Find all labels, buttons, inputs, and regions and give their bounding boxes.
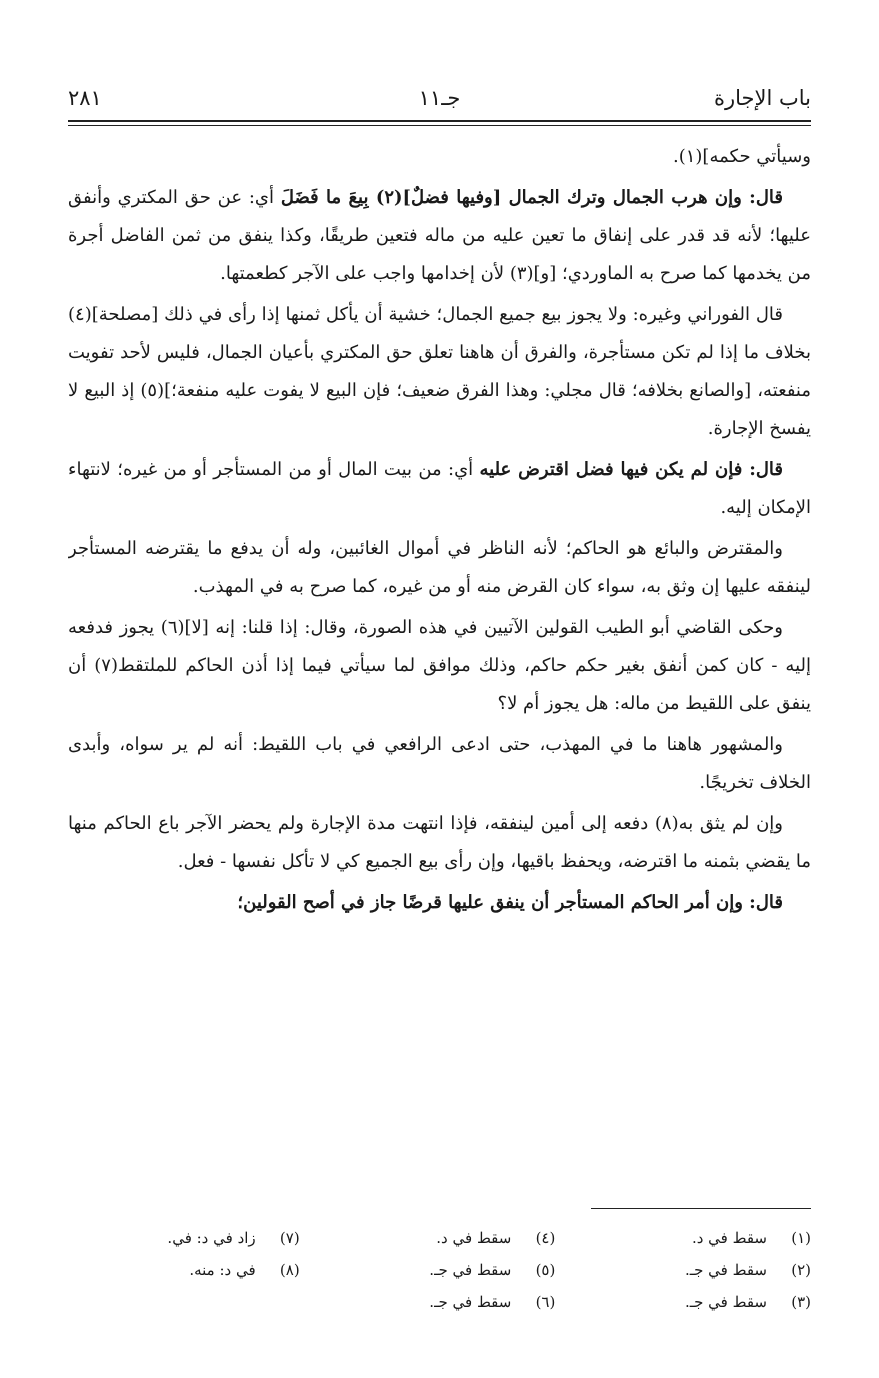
- commentary-text: أي: من بيت المال أو من المستأجر أو من غيره؛ لانتهاء الإمكان إليه.: [68, 459, 811, 518]
- paragraph: [68, 138, 811, 176]
- footnote-number: (٣): [791, 1293, 811, 1311]
- matn-text: قال: وإن أمر الحاكم المستأجر أن ينفق عليها قرضًا جاز في أصح القولين؛: [237, 892, 783, 913]
- page-header: [68, 80, 811, 124]
- commentary-text: أي: عن حق المكتري وأنفق عليها؛ لأنه قد قدر على إنفاق ما تعين عليه من ماله فتعين طريقًا، وكذا ينفق من ثمن الفاضل أجرة من يخدمها كما صرح به الماوردي؛ [و](٣) لأن إخدامها واجب على الآجر كطعمتها.: [68, 187, 811, 284]
- footnote-number: (٧): [279, 1229, 300, 1247]
- paragraph: [68, 726, 811, 802]
- footnote-text: سقط في د.: [436, 1229, 512, 1247]
- footnote-text: سقط في جـ.: [429, 1293, 512, 1311]
- section-title: باب الإجارة: [713, 86, 811, 110]
- footnote-text: في د: منه.: [189, 1261, 256, 1279]
- footnote: [324, 1222, 556, 1254]
- paragraph: [68, 805, 811, 881]
- footnote-text: سقط في جـ.: [684, 1261, 767, 1279]
- matn-text: بِيعَ ما فَضَلَ: [280, 187, 369, 208]
- footnote: [579, 1222, 811, 1254]
- footnote-number: (٦): [535, 1293, 556, 1311]
- commentary-text: قال الفوراني وغيره: ولا يجوز بيع جميع الجمال؛ خشية أن يأكل ثمنها إذا رأى في ذلك [مصلحة](٤) بخلاف ما إذا لم تكن مستأجرة، والفرق أن هاهنا تعلق حق المكتري بأعيان الجمال، فليس لأحد تفويت منفعته، [والصانع بخلافه؛ قال مجلي: وهذا الفرق ضعيف؛ فإن البيع لا يفوت عليه منفعة؛](٥) إذ البيع لا يفسخ الإجارة.: [68, 304, 811, 439]
- paragraph: [68, 179, 811, 293]
- footnote-column: [68, 1222, 300, 1322]
- footnote-number: (٢): [791, 1261, 811, 1279]
- footnote: [324, 1286, 556, 1318]
- footnotes: [68, 1222, 811, 1322]
- footnote: [324, 1254, 556, 1286]
- page-number: ٢٨١: [68, 86, 102, 110]
- footnote: [579, 1254, 811, 1286]
- commentary-text: والمشهور هاهنا ما في المهذب، حتى ادعى الرافعي في باب اللقيط: أنه لم ير سواه، وأبدى الخلاف تخريجًا.: [68, 734, 811, 793]
- paragraph: [68, 451, 811, 527]
- commentary-text: وحكى القاضي أبو الطيب القولين الآتيين في هذه الصورة، وقال: إذا قلنا: إنه [لا](٦) يجوز فدفعه إليه - كان كمن أنفق بغير حكم حاكم، وذلك موافق لما سيأتي فيما إذا أذن الحاكم للملتقط(٧) أن ينفق على اللقيط من ماله: هل يجوز أم لا؟: [68, 617, 811, 714]
- footnote-text: سقط في د.: [691, 1229, 767, 1247]
- paragraph: [68, 530, 811, 606]
- footnote-number: (١): [791, 1229, 811, 1247]
- footnote: [579, 1286, 811, 1318]
- commentary-text: وسيأتي حكمه](١).: [672, 146, 811, 167]
- footnote: [68, 1254, 300, 1286]
- footnote-column: [324, 1222, 556, 1322]
- volume-label: جـ١١: [418, 86, 461, 110]
- paragraph: [68, 296, 811, 448]
- main-text: [68, 138, 811, 1178]
- commentary-text: وإن لم يثق به(٨) دفعه إلى أمين لينفقه، فإذا انتهت مدة الإجارة ولم يحضر الآجر باع الحاكم منها ما يقضي بثمنه ما اقترضه، ويحفظ باقيها، وإن رأى بيع الجميع كي لا تأكل نفسها - فعل.: [68, 813, 811, 872]
- footnote-separator: [591, 1208, 811, 1209]
- footnote-number: (٥): [535, 1261, 556, 1279]
- footnote: [68, 1222, 300, 1254]
- footnote-text: زاد في د: في.: [167, 1229, 256, 1247]
- header-rule-thin: [68, 125, 811, 126]
- header-rule-thick: [68, 120, 811, 122]
- footnote-text: سقط في جـ.: [684, 1293, 767, 1311]
- matn-text: قال: فإن لم يكن فيها فضل اقترض عليه: [479, 459, 784, 480]
- paragraph: [68, 609, 811, 723]
- footnote-number: (٤): [535, 1229, 556, 1247]
- matn-text: قال: وإن هرب الجمال وترك الجمال [وفيها فضلٌ](٢): [368, 187, 783, 208]
- footnote-number: (٨): [279, 1261, 300, 1279]
- footnote-column: [579, 1222, 811, 1322]
- footnote-text: سقط في جـ.: [429, 1261, 512, 1279]
- paragraph: [68, 884, 811, 922]
- commentary-text: والمقترض والبائع هو الحاكم؛ لأنه الناظر في أموال الغائبين، وله أن يدفع ما يقترضه المستأجر لينفقه عليها إن وثق به، سواء كان القرض منه أو من غيره، كما صرح به في المهذب.: [68, 538, 811, 597]
